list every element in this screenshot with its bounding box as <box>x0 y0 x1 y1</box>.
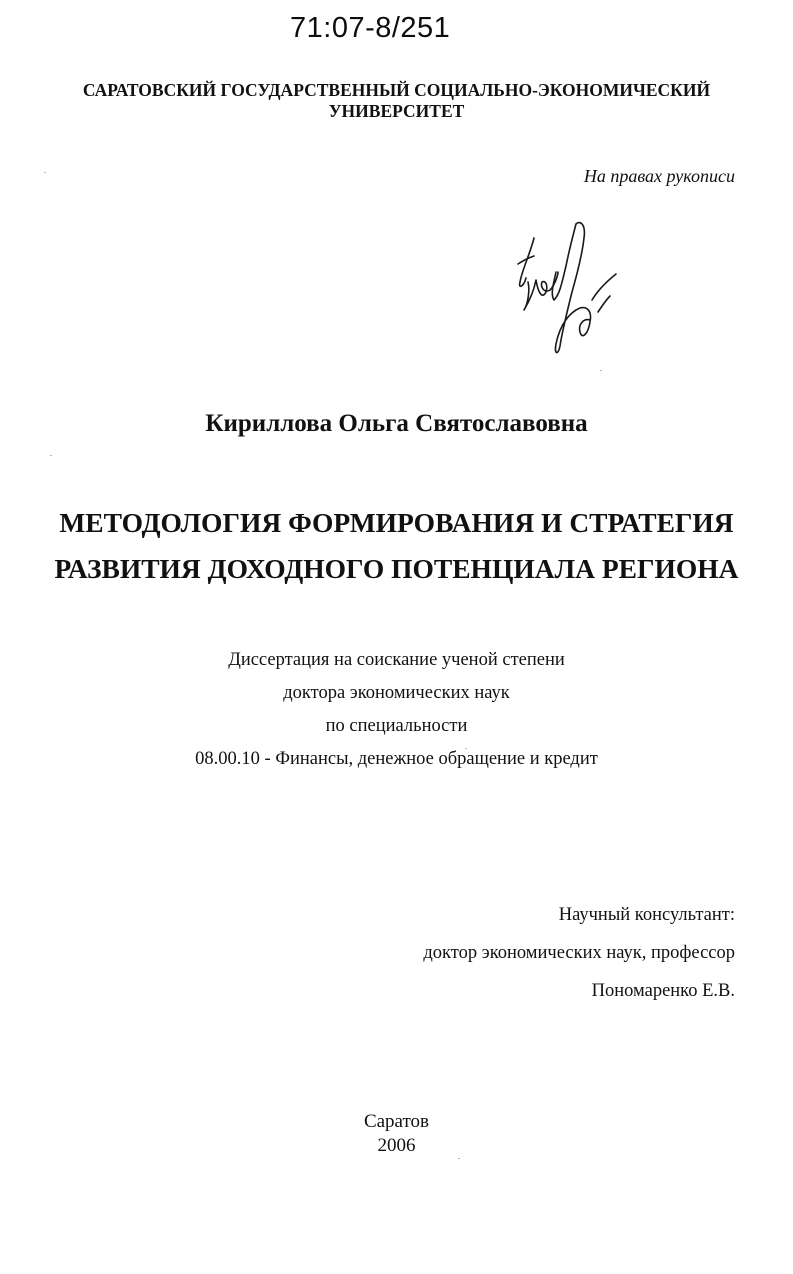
university-name <box>0 80 793 122</box>
dissertation-title-line1: МЕТОДОЛОГИЯ ФОРМИРОВАНИЯ И СТРАТЕГИЯ <box>59 507 734 538</box>
city: Саратов <box>363 1111 430 1132</box>
university-name-line2: УНИВЕРСИТЕТ <box>328 101 465 121</box>
consultant-degree: доктор экономических наук, профессор <box>423 943 735 963</box>
scan-speck <box>44 172 46 173</box>
specialty-code: 08.00.10 - Финансы, денежное обращение и кредит <box>195 749 598 769</box>
degree-statement <box>0 644 793 776</box>
consultant-label: Научный консультант: <box>558 905 735 925</box>
scan-speck <box>465 748 467 749</box>
manuscript-rights-note: На правах рукописи <box>583 166 735 186</box>
degree-statement-line1: Диссертация на соискание ученой степени <box>228 650 565 670</box>
dissertation-title <box>0 500 793 592</box>
scan-speck <box>458 1158 460 1159</box>
catalog-number: 71:07-8/251 <box>290 12 451 44</box>
scan-speck <box>600 370 602 371</box>
dissertation-title-line2: РАЗВИТИЯ ДОХОДНОГО ПОТЕНЦИАЛА РЕГИОНА <box>54 553 739 584</box>
year: 2006 <box>377 1135 416 1156</box>
scan-speck <box>50 455 52 456</box>
place-and-year <box>0 1110 793 1158</box>
consultant-name: Пономаренко Е.В. <box>591 981 735 1001</box>
degree-statement-line3: по специальности <box>325 716 468 736</box>
handwritten-signature-icon <box>506 216 626 361</box>
author-name: Кириллова Ольга Святославовна <box>205 410 588 437</box>
scientific-consultant <box>315 896 735 1010</box>
degree-statement-line2: доктора экономических наук <box>283 683 510 703</box>
university-name-line1: САРАТОВСКИЙ ГОСУДАРСТВЕННЫЙ СОЦИАЛЬНО-ЭКОНОМИЧЕСКИЙ <box>82 80 711 100</box>
